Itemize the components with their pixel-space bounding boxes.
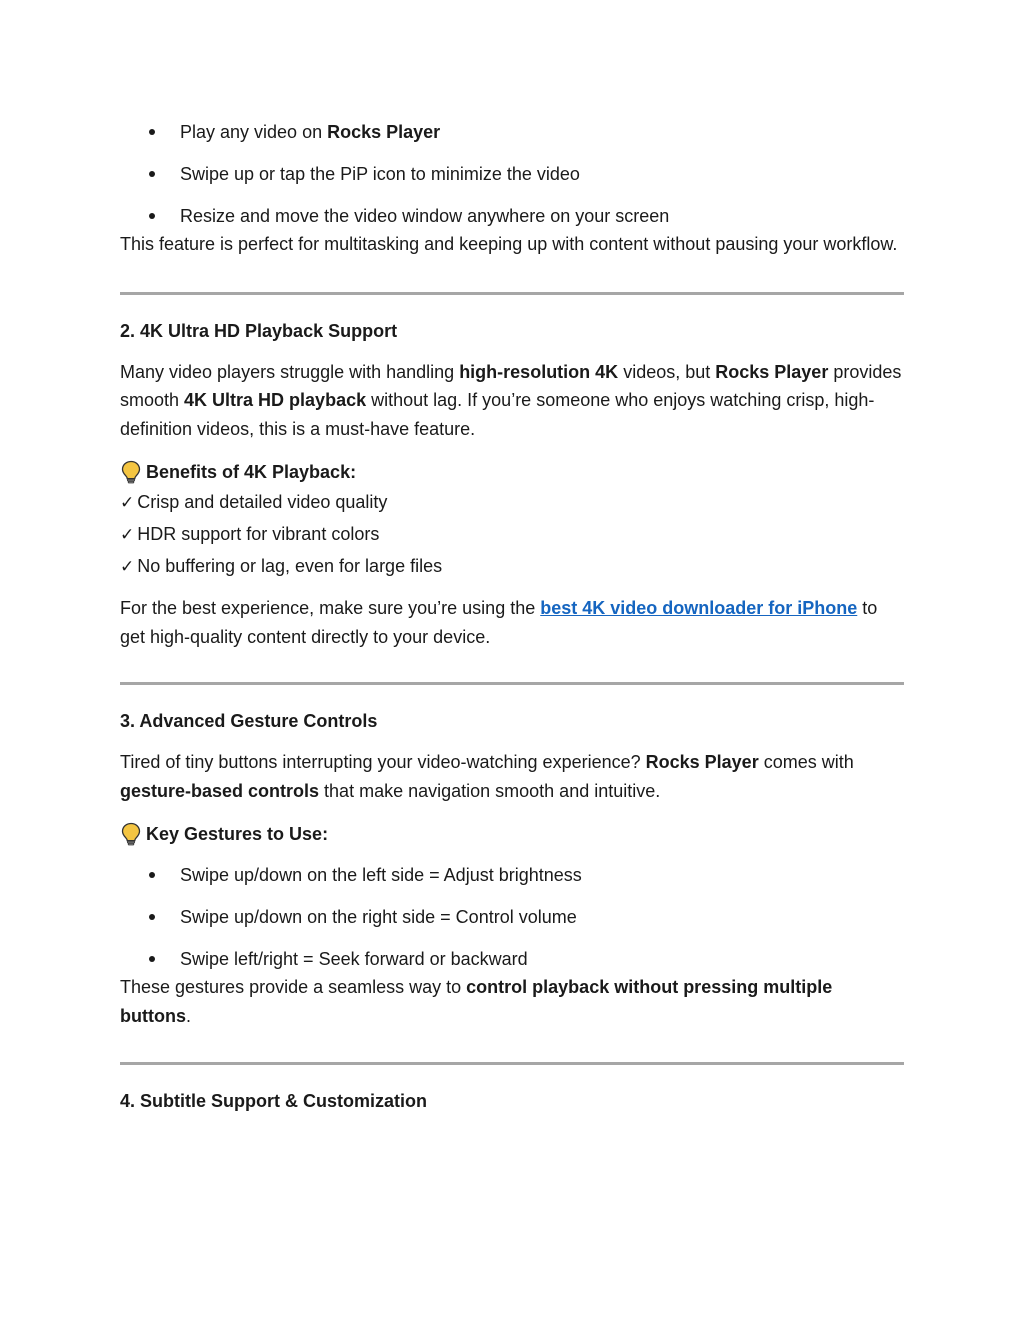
lightbulb-icon	[120, 822, 142, 846]
section-paragraph: These gestures provide a seamless way to control playback without pressing multiple buttons.	[120, 977, 833, 1026]
checklist	[120, 487, 904, 583]
bullet-dot	[149, 914, 155, 920]
bullet-dot	[149, 129, 155, 135]
list-item: Resize and move the video window anywhere on your screen	[120, 202, 904, 231]
section-paragraph: Many video players struggle with handling high-resolution 4K videos, but Rocks Player provides smooth 4K Ultra HD playback without lag. If you’re someone who enjoys watching crisp, high-definition videos, this is a must-have feature.	[120, 361, 902, 439]
check-icon: ✓	[120, 525, 135, 545]
check-item: ✓ No buffering or lag, even for large files	[120, 556, 443, 577]
list-item: Swipe up or tap the PiP icon to minimize the video	[120, 160, 904, 189]
section-heading: 4. Subtitle Support & Customization	[120, 1091, 427, 1111]
section-divider	[120, 682, 904, 685]
check-item: ✓ Crisp and detailed video quality	[120, 492, 388, 513]
section-divider	[120, 292, 904, 295]
bullet-dot	[149, 872, 155, 878]
list-item: Swipe left/right = Seek forward or backward	[120, 945, 904, 974]
bullet-dot	[149, 213, 155, 219]
section-heading: 3. Advanced Gesture Controls	[120, 711, 378, 731]
section-heading: 2. 4K Ultra HD Playback Support	[120, 320, 398, 341]
check-icon: ✓	[120, 493, 135, 513]
list-item: Play any video on Rocks Player	[120, 118, 904, 147]
bullet-dot	[149, 171, 155, 177]
check-item: ✓ HDR support for vibrant colors	[120, 524, 380, 545]
list-item: Swipe up/down on the right side = Control volume	[120, 903, 904, 932]
section-divider	[120, 1062, 904, 1065]
section-paragraph: Tired of tiny buttons interrupting your video-watching experience? Rocks Player comes with gesture-based controls that make navigation smooth and intuitive.	[120, 752, 854, 801]
gesture-bullet-list	[120, 861, 904, 974]
callout-heading: Key Gestures to Use:	[120, 820, 904, 848]
callout-heading: Benefits of 4K Playback:	[120, 458, 904, 486]
check-icon: ✓	[120, 557, 135, 577]
intro-paragraph: This feature is perfect for multitasking and keeping up with content without pausing your workflow.	[120, 234, 898, 254]
document-page	[120, 118, 904, 1115]
downloader-link[interactable]: best 4K video downloader for iPhone	[540, 598, 858, 618]
bullet-dot	[149, 956, 155, 962]
list-item: Swipe up/down on the left side = Adjust brightness	[120, 861, 904, 890]
intro-bullet-list	[120, 118, 904, 231]
lightbulb-icon	[120, 460, 142, 484]
section-paragraph: For the best experience, make sure you’re using the best 4K video downloader for iPhone to get high-quality content directly to your device.	[120, 598, 878, 647]
